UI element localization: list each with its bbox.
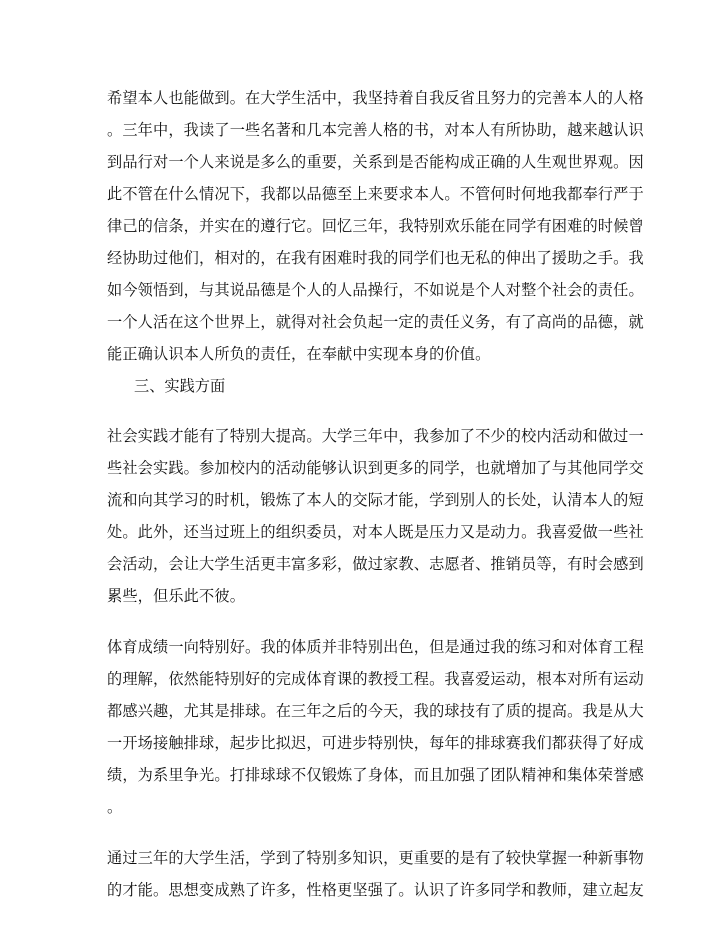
text-line: 希望本人也能做到。在大学生活中，我坚持着自我反省且努力的完善本人的人格 bbox=[107, 89, 644, 107]
text-line: 社会实践才能有了特别大提高。大学三年中，我参加了不少的校内活动和做过一 bbox=[107, 427, 644, 445]
text-line: 的才能。思想变成熟了许多，性格更坚强了。认识了许多同学和教师，建立起友 bbox=[107, 881, 644, 899]
text-line: 会活动，会让大学生活更丰富多彩，做过家教、志愿者、推销员等，有时会感到 bbox=[107, 555, 644, 573]
text-line: 体育成绩一向特别好。我的体质并非特别出色，但是通过我的练习和对体育工程 bbox=[107, 638, 644, 656]
text-line: 些社会实践。参加校内的活动能够认识到更多的同学，也就增加了与其他同学交 bbox=[107, 459, 644, 477]
text-line: 经协助过他们，相对的，在我有困难时我的同学们也无私的伸出了援助之手。我 bbox=[107, 249, 644, 267]
text-line: 流和向其学习的时机，锻炼了本人的交际才能，学到别人的长处，认清本人的短 bbox=[107, 491, 644, 509]
text-line: 如今领悟到，与其说品德是个人的人品操行，不如说是个人对整个社会的责任。 bbox=[107, 281, 644, 299]
text-line: 能正确认识本人所负的责任，在奉献中实现本身的价值。 bbox=[107, 345, 491, 363]
text-line: 。三年中，我读了一些名著和几本完善人格的书，对本人有所协助，越来越认识 bbox=[107, 121, 644, 139]
text-line: 通过三年的大学生活，学到了特别多知识，更重要的是有了较快掌握一种新事物 bbox=[107, 849, 644, 867]
text-line: 。 bbox=[107, 798, 123, 816]
text-line: 绩，为系里争光。打排球球不仅锻炼了身体，而且加强了团队精神和集体荣誉感 bbox=[107, 766, 644, 784]
section-heading: 三、实践方面 bbox=[134, 377, 226, 395]
text-line: 此不管在什么情况下，我都以品德至上来要求本人。不管何时何地我都奉行严于 bbox=[107, 185, 644, 203]
text-line: 都感兴趣，尤其是排球。在三年之后的今天，我的球技有了质的提高。我是从大 bbox=[107, 702, 644, 720]
text-line: 律己的信条，并实在的遵行它。回忆三年，我特别欢乐能在同学有困难的时候曾 bbox=[107, 217, 644, 235]
text-line: 一个人活在这个世界上，就得对社会负起一定的责任义务，有了高尚的品德，就 bbox=[107, 313, 644, 331]
text-line: 到品行对一个人来说是多么的重要，关系到是否能构成正确的人生观世界观。因 bbox=[107, 153, 644, 171]
text-line: 累些，但乐此不彼。 bbox=[107, 587, 246, 605]
text-line: 的理解，依然能特别好的完成体育课的教授工程。我喜爱运动，根本对所有运动 bbox=[107, 670, 644, 688]
text-line: 处。此外，还当过班上的组织委员，对本人既是压力又是动力。我喜爱做一些社 bbox=[107, 523, 644, 541]
text-line: 一开场接触排球，起步比拟迟，可进步特别快，每年的排球赛我们都获得了好成 bbox=[107, 734, 644, 752]
